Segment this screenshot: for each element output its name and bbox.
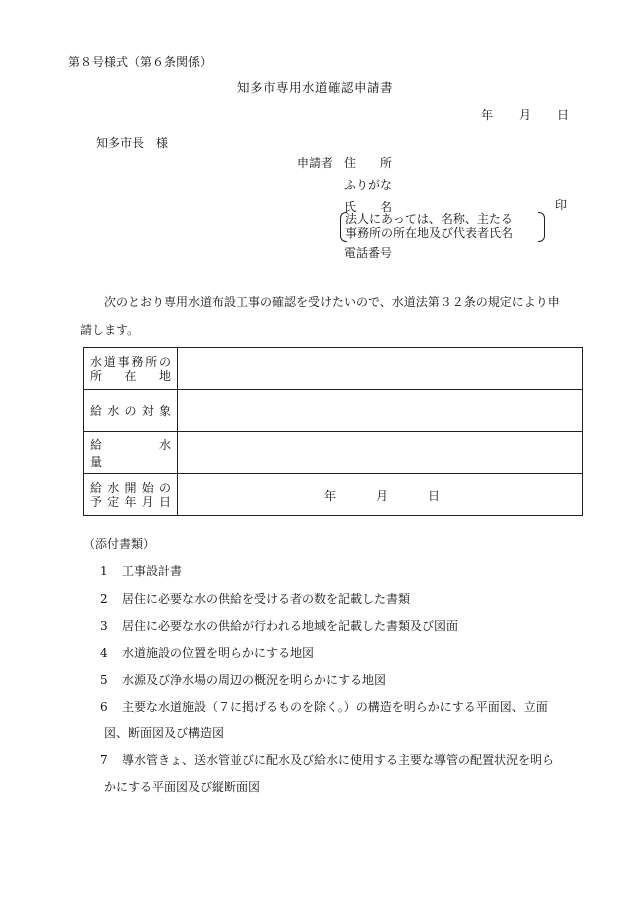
office-location-label	[84, 348, 178, 390]
name-label: 氏 名	[344, 200, 393, 214]
table-row	[84, 432, 583, 474]
attachment-text: 居住に必要な水の供給が行われる地域を記載した書類及び図面	[122, 619, 459, 633]
attachment-continuation: 図、断面図及び構造図	[104, 726, 225, 740]
attachment-item	[100, 753, 554, 767]
body-line-1: 次のとおり専用水道布設工事の確認を受けたいので、水道法第３２条の規定により申	[104, 295, 560, 309]
attachment-number: 6	[100, 700, 108, 714]
start-day-label: 日	[428, 489, 441, 503]
attachment-text: 主要な水道施設（７に掲げるものを除く。）の構造を明らかにする平面図、立面	[122, 700, 548, 714]
furigana-label: ふりがな	[344, 178, 393, 192]
start-date-field[interactable]	[178, 474, 583, 516]
attachment-number: 2	[100, 592, 108, 606]
attachment-item	[100, 564, 182, 578]
attachment-text: 居住に必要な水の供給を受ける者の数を記載した書類	[122, 592, 411, 606]
supply-amount-label-text: 給 水 量	[90, 437, 196, 469]
table-row	[84, 390, 583, 432]
supply-target-label	[84, 390, 178, 432]
office-location-field[interactable]	[178, 348, 583, 390]
start-year-label: 年	[324, 489, 337, 503]
phone-label: 電話番号	[344, 246, 393, 260]
corporation-note	[340, 212, 545, 242]
attachment-text: 水源及び浄水場の周辺の概況を明らかにする地図	[122, 673, 387, 687]
attachment-item	[100, 700, 548, 714]
corporation-note-line-2: 事務所の所在地及び代表者氏名	[345, 226, 514, 240]
office-location-label-line-1: 水道事務所の	[90, 354, 171, 369]
attachment-item	[100, 619, 458, 633]
attachments-heading: （添付書類）	[83, 537, 156, 551]
application-table	[83, 347, 583, 516]
seal-mark: 印	[555, 198, 568, 212]
attachment-text: 水道施設の位置を明らかにする地図	[122, 646, 315, 660]
body-line-2: 請します。	[80, 323, 140, 337]
attachment-number: 3	[100, 619, 108, 633]
address-label: 住 所	[344, 156, 393, 170]
attachment-number: 4	[100, 646, 108, 660]
supply-target-field[interactable]	[178, 390, 583, 432]
right-bracket	[538, 212, 545, 242]
attachment-text: 導水管きょ、送水管並びに配水及び給水に使用する主要な導管の配置状況を明ら	[122, 753, 555, 767]
supply-amount-label	[84, 432, 196, 474]
attachment-item	[100, 646, 314, 660]
header-day-label: 日	[557, 108, 570, 122]
document-title: 知多市専用水道確認申請書	[236, 80, 393, 95]
attachment-item	[100, 673, 386, 687]
header-year-label: 年	[481, 108, 494, 122]
start-month-label: 月	[376, 489, 389, 503]
header-month-label: 月	[519, 108, 532, 122]
supply-target-label-text: 給 水 の 対 象	[90, 404, 171, 418]
attachment-text: 工事設計書	[122, 564, 183, 578]
start-date-label	[84, 474, 178, 516]
table-row	[84, 474, 583, 516]
corporation-note-line-1: 法人にあっては、名称、主たる	[345, 212, 513, 226]
supply-amount-field[interactable]	[178, 432, 583, 474]
applicant-label: 申請者	[297, 156, 334, 170]
table-row	[84, 348, 583, 390]
attachment-number: 5	[100, 673, 108, 687]
start-date-label-line-2: 予 定 年 月 日	[90, 494, 171, 509]
body-paragraph	[80, 288, 575, 344]
attachment-continuation: かにする平面図及び縦断面図	[104, 780, 261, 794]
office-location-label-line-2: 所 在 地	[90, 368, 171, 383]
start-date-label-line-1: 給 水 開 始 の	[90, 480, 171, 495]
attachment-item	[100, 592, 410, 606]
attachment-number: 7	[100, 753, 108, 767]
form-number: 第８号様式（第６条関係）	[68, 55, 213, 69]
attachment-number: 1	[100, 564, 108, 578]
addressee: 知多市長 様	[96, 136, 169, 150]
